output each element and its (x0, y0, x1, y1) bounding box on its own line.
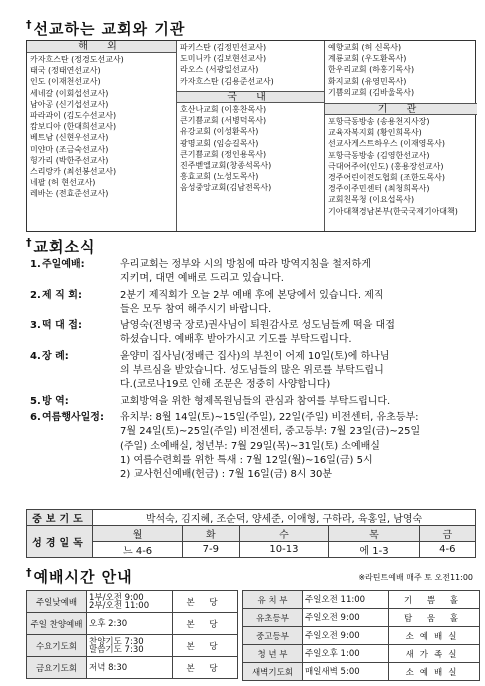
domestic-church-item: 화지교회 (유영민목사) (328, 76, 407, 86)
missionary-item: 인도 (이재천선교사) (30, 77, 101, 87)
worship-place: 탐 움 홀 (389, 609, 480, 627)
news-line: 지키며, 대면 예배로 드리고 있습니다. (120, 273, 284, 285)
worship-time: 오후 2:30 (87, 613, 173, 635)
missionary-item: 세네갈 (이회섭선교사) (30, 88, 109, 98)
news-body (120, 319, 480, 348)
worship-time: 저녁 8:30 (87, 657, 173, 679)
reading-fri: 4-6 (419, 542, 475, 558)
news-list (30, 258, 480, 484)
news-item (30, 258, 480, 287)
missionary-item: 태국 (정태연선교사) (30, 66, 101, 76)
domestic-church-item: 유강교회 (이성환목사) (180, 127, 259, 137)
domestic-church-item: 큰기쁨교회 (서병덕목사) (180, 116, 267, 126)
worship-place: 본 당 (173, 657, 238, 679)
institution-item: 극대어주어(인도) (홍용장선교사) (328, 161, 444, 171)
missionary-item: 레바논 (전효준선교사) (30, 189, 109, 199)
news-line: 교회방역을 위한 형제목원님들의 관심과 참여를 부탁드립니다. (120, 395, 391, 407)
worship-row (27, 613, 238, 635)
news-line: 우리교회는 정부와 시의 방침에 따라 방역지침을 철저하게 (120, 259, 371, 270)
latin-worship-note: ※라틴트예배 매주 토 오전11:00 (358, 573, 473, 582)
news-number: 1. (30, 259, 41, 270)
reading-tue: 7-9 (183, 542, 239, 558)
missionary-item: 라오스 (서광일선교사) (180, 65, 259, 75)
domestic-church-item: 광명교회 (임승길목사) (180, 138, 259, 148)
reading-wed: 10-13 (239, 542, 329, 558)
domestic-church-item: 큰기쁨교회 (정인용목사) (180, 149, 267, 159)
worship-table-main (26, 590, 238, 679)
news-line: 의 부르심을 받았습니다. 성도님들의 많은 위로를 부탁드립니 (120, 365, 384, 377)
news-line: 윤양미 집사님(정배근 집사)의 부친이 어제 10일(토)에 하나님 (120, 350, 390, 362)
missionary-item: 헝가리 (박한주선교사) (30, 155, 109, 165)
news-label: 주일예배: (42, 259, 85, 270)
institution-item: 기아대책경남본부(한국국제기아대책) (328, 206, 458, 216)
institution-list (325, 115, 477, 218)
missionary-item: 캄보디아 (한대희선교사) (30, 122, 117, 132)
day-fri: 금 (419, 526, 475, 542)
news-label: 떡 대 접: (42, 320, 82, 332)
domestic-church-item: 기쁨의교회 (김바울목사) (328, 87, 415, 97)
worship-time: 주일오전 11:00 (303, 591, 389, 609)
domestic-church-item: 진주벧엘교회(창종석목사) (180, 161, 272, 171)
worship-row (243, 627, 480, 645)
worship-label: 유초등부 (243, 609, 303, 627)
missionary-item: 카자흐스탄 (김용준선교사) (180, 76, 274, 86)
worship-time: 매일새벽 5:00 (303, 663, 389, 681)
worship-label: 새벽기도회 (243, 663, 303, 681)
cross-icon: † (26, 566, 33, 579)
news-body (120, 411, 480, 482)
institution-item: 포항극동방송 (김영한선교사) (328, 150, 430, 160)
worship-place: 본 당 (173, 613, 238, 635)
domestic-church-item: 계룡교회 (우도환목사) (328, 54, 407, 64)
news-section-title: †교회소식 (26, 236, 96, 256)
worship-place: 소예배실 (389, 663, 480, 681)
worship-place: 새가족실 (389, 645, 480, 663)
news-line: 7월 24일(토)~25일(주일) 비전센터, 중고등부: 7월 23일(금)~25일 (120, 426, 421, 438)
worship-time: 주일오전 9:00 (303, 627, 389, 645)
missionary-item: 도미니카 (김보현선교사) (180, 54, 267, 64)
worship-label: 중고등부 (243, 627, 303, 645)
news-label: 여름행사일정: (42, 411, 104, 423)
bible-reading-label: 성경일독 (27, 526, 93, 558)
institution-item: 포항극동방송 (송용천지사장) (328, 117, 430, 126)
worship-row (27, 657, 238, 679)
worship-label: 금요기도회 (27, 657, 87, 679)
news-line: 유치부: 8월 14일(토)~15일(주일), 22일(주일) 비전센터, 유초등부: (120, 411, 419, 423)
worship-row (243, 663, 480, 681)
worship-place: 소예배실 (389, 627, 480, 645)
day-mon: 월 (93, 526, 183, 542)
news-body (120, 350, 480, 393)
overseas-list (27, 53, 176, 201)
worship-row (243, 645, 480, 663)
worship-row (27, 591, 238, 613)
mission-section-title: †선교하는 교회와 기관 (26, 18, 186, 38)
domestic-church-item: 음성중앙교회(김남전목사) (180, 183, 272, 193)
missionary-item: 미얀마 (조금숙선교사) (30, 144, 109, 154)
missionary-item: 파키스탄 (김정민선교사) (180, 43, 267, 52)
worship-label: 주일낮예배 (27, 591, 87, 613)
news-number: 4. (30, 350, 41, 362)
institution-item: 선교사게스트하우스 (이재영목사) (328, 139, 445, 149)
worship-time: 주일오후 1:00 (303, 645, 389, 663)
domestic-header: 국 내 (177, 91, 324, 103)
overseas-header: 해 외 (27, 41, 176, 53)
news-label: 방 역: (42, 395, 69, 407)
news-line: 2분기 제직회가 오늘 2부 예배 후에 본당에서 있습니다. 제직 (120, 289, 384, 301)
intercession-names: 박석숙, 김지혜, 조순덕, 양세준, 이애형, 구하라, 육홍일, 남영숙 (93, 510, 476, 526)
news-number: 6. (30, 411, 41, 423)
missionary-item: 네팔 (허 현선교사) (30, 178, 96, 188)
day-wed: 수 (239, 526, 329, 542)
domestic-church-item: 한우리교회 (하홍기목사) (328, 65, 415, 75)
news-number: 2. (30, 289, 41, 301)
day-thu: 목 (329, 526, 419, 542)
missionary-item: 파라과이 (김도수선교사) (30, 111, 117, 121)
worship-label: 유 치 부 (243, 591, 303, 609)
missionary-item: 스리랑카 (최선봉선교사) (30, 167, 117, 177)
domestic-column (177, 41, 325, 231)
news-item (30, 350, 480, 393)
worship-time: 주일오전 9:00 (303, 609, 389, 627)
domestic-church-item: 예향교회 (허 신목사) (328, 43, 402, 52)
news-item (30, 319, 480, 348)
domestic-list-2 (325, 41, 477, 103)
worship-row (27, 635, 238, 657)
institution-item: 교육자복지회 (황인희목사) (328, 128, 422, 138)
news-line: 들은 모두 참여 해주시기 바랍니다. (120, 303, 272, 315)
overseas-column (27, 41, 177, 231)
domestic-church-item: 흥효교회 (노성도목사) (180, 172, 259, 182)
institution-item: 경주이주민센터 (최청희목사) (328, 184, 430, 194)
prayer-table (26, 509, 476, 558)
day-tue: 화 (183, 526, 239, 542)
worship-place: 본 당 (173, 635, 238, 657)
news-line: 다.(코로나19로 인해 조문은 정중히 사양합니다) (120, 379, 331, 391)
worship-row (243, 609, 480, 627)
reading-mon: 느 4-6 (93, 542, 183, 558)
worship-label: 주일 찬양예배 (27, 613, 87, 635)
domestic-church-item: 호산나교회 (이홍찬목사) (180, 105, 267, 114)
worship-label: 청 년 부 (243, 645, 303, 663)
worship-time: 1부/오전 9:00 2부/오전 11:00 (87, 591, 173, 613)
institution-header: 기 관 (325, 103, 477, 115)
worship-label: 수요기도회 (27, 635, 87, 657)
missionary-item: 카자흐스탄 (정경도선교사) (30, 55, 124, 64)
cross-icon: † (26, 18, 33, 31)
worship-time: 찬양기도 7:30 말씀기도 7:30 (87, 635, 173, 657)
missionary-item: 남아공 (신기섭선교사) (30, 99, 109, 109)
reading-thu: 에 1-3 (329, 542, 419, 558)
news-body (120, 258, 480, 287)
news-body (120, 395, 480, 409)
cross-icon: † (26, 236, 33, 249)
worship-section-title: †예배시간 안내 (26, 566, 133, 586)
news-line: 하셨습니다. 예배후 받아가시고 기도를 부탁드립니다. (120, 334, 352, 346)
news-number: 5. (30, 395, 41, 407)
mission-table (26, 40, 476, 232)
overseas-list-2 (177, 41, 324, 91)
intercession-label: 중보기도 (27, 510, 93, 526)
institution-item: 경주어린이전도협회 (조한도목사) (328, 173, 445, 183)
worship-row (243, 591, 480, 609)
news-label: 장 례: (42, 350, 69, 362)
missionary-item: 베트남 (신현우선교사) (30, 133, 109, 143)
news-line: 남영숙(전병국 장로)권사님이 퇴원감사로 성도님들께 떡을 대접 (120, 320, 395, 332)
news-line: 1) 여름수련회를 위한 특새 : 7월 12일(월)~16일(금) 5시 (120, 454, 373, 466)
news-item (30, 411, 480, 482)
news-line: 2) 교사헌신예배(헌금) : 7월 16일(금) 8시 30분 (120, 469, 333, 481)
news-number: 3. (30, 320, 41, 332)
worship-table-departments (242, 590, 480, 681)
domestic-list (177, 103, 324, 195)
news-body (120, 289, 480, 318)
news-label: 제 직 회: (42, 289, 82, 301)
institution-column (325, 41, 477, 231)
news-item (30, 395, 480, 409)
worship-place: 기 쁨 홀 (389, 591, 480, 609)
worship-schedule (26, 590, 480, 684)
institution-item: 교회친목청 (이요섭목사) (328, 195, 415, 205)
worship-place: 본 당 (173, 591, 238, 613)
news-line: (주일) 소예배실, 청년부: 7월 29일(목)~31일(토) 소예배실 (120, 440, 380, 452)
news-item (30, 289, 480, 318)
